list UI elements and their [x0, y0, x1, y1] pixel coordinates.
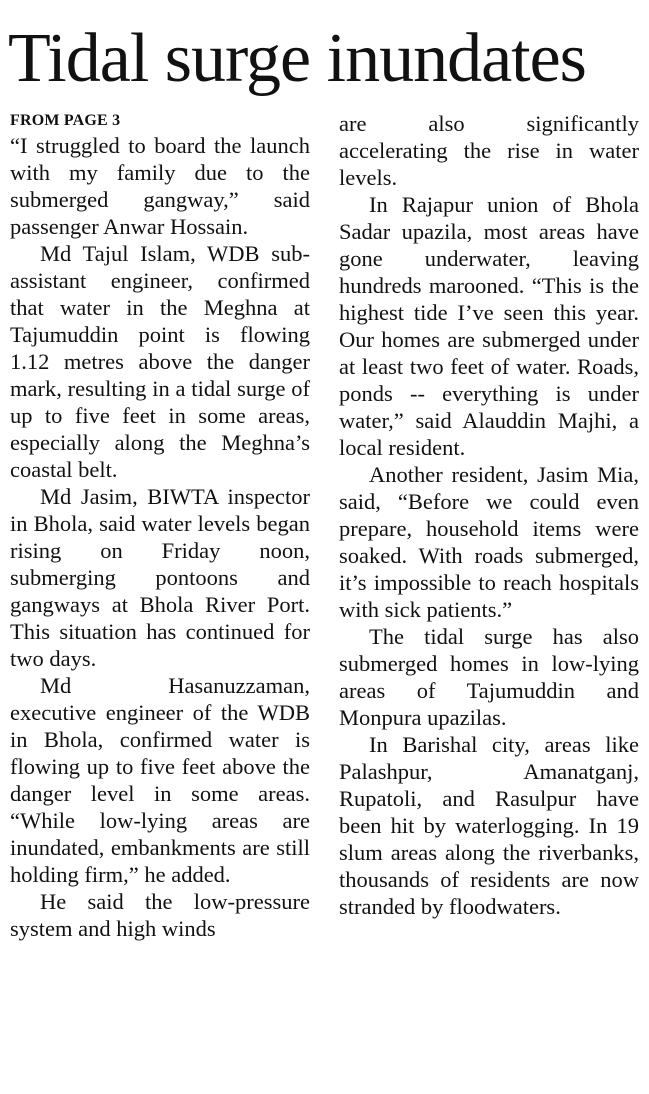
paragraph: In Barishal city, areas like Palashpur, Amanatganj, Rupatoli, and Rasulpur have been hit by waterlogging. In 19 slum areas along the riverbanks, thousands of residents are now stranded by floodwaters. [339, 732, 639, 919]
paragraph: Md Jasim, BIWTA inspector in Bhola, said water levels began rising on Friday noon, submerging pontoons and gangways at Bhola River Port. This situation has continued for two days. [10, 484, 310, 671]
paragraph: Md Tajul Islam, WDB sub-assistant engineer, confirmed that water in the Meghna at Tajumuddin point is flowing 1.12 metres above the danger mark, resulting in a tidal surge of up to five feet in some areas, especially along the Meghna’s coastal belt. [10, 241, 310, 482]
headline: Tidal surge inundates [8, 20, 586, 97]
article-column-left [10, 110, 310, 942]
paragraph: are also significantly accelerating the rise in water levels. [339, 111, 639, 190]
paragraph: He said the low-pressure system and high winds [10, 889, 310, 941]
paragraph: Md Hasanuzzaman, executive engineer of the WDB in Bhola, confirmed water is flowing up to five feet above the danger level in some areas. “While low-lying areas are inundated, embankments are still holding firm,” he added. [10, 673, 310, 887]
paragraph: “I struggled to board the launch with my family due to the submerged gangway,” said passenger Anwar Hossain. [10, 133, 310, 239]
paragraph: In Rajapur union of Bhola Sadar upazila, most areas have gone underwater, leaving hundreds marooned. “This is the highest tide I’ve seen this year. Our homes are submerged under at least two feet of water. Roads, ponds -- everything is under water,” said Alauddin Majhi, a local resident. [339, 192, 639, 460]
paragraph: The tidal surge has also submerged homes in low-lying areas of Tajumuddin and Monpura upazilas. [339, 624, 639, 730]
paragraph: Another resident, Jasim Mia, said, “Before we could even prepare, household items were soaked. With roads submerged, it’s impossible to reach hospitals with sick patients.” [339, 462, 639, 622]
article-column-right [339, 110, 639, 920]
continuation-kicker: FROM PAGE 3 [10, 112, 121, 129]
